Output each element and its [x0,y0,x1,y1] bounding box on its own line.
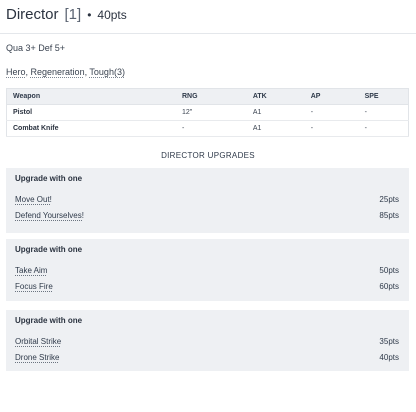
rule-hero[interactable]: Hero [6,67,26,77]
weapon-range: 12" [176,105,247,121]
upgrade-option-label[interactable]: Drone Strike [15,352,60,362]
rule-tough[interactable]: Tough(3) [89,67,125,77]
weapon-name: Pistol [7,105,177,121]
separator-dot: • [87,8,92,22]
unit-header [6,6,127,23]
special-rules [6,67,125,77]
upgrade-option-focus-fire[interactable] [15,280,399,292]
upgrade-option-cost: 85pts [379,210,399,220]
upgrade-group [6,310,409,371]
upgrade-option-cost: 25pts [379,194,399,204]
weapons-header-row [7,89,409,105]
upgrade-option-label[interactable]: Orbital Strike [15,336,62,346]
upgrade-option-move-out[interactable] [15,193,399,205]
upgrade-option-cost: 60pts [379,281,399,291]
upgrade-group-title: Upgrade with one [15,316,83,325]
upgrade-option-label[interactable]: Focus Fire [15,281,53,291]
weapon-ap: - [305,105,359,121]
upgrade-option-label[interactable]: Move Out! [15,194,52,204]
col-weapon: Weapon [7,89,177,105]
table-row [7,105,409,121]
upgrade-group [6,239,409,301]
upgrade-option-cost: 50pts [379,265,399,275]
weapon-attacks: A1 [247,121,305,137]
col-ap: AP [305,89,359,105]
upgrade-option-label[interactable]: Defend Yourselves! [15,210,84,220]
unit-points: 40pts [97,8,127,22]
weapon-special: - [359,121,409,137]
upgrade-option-take-aim[interactable] [15,264,399,276]
col-spe: SPE [359,89,409,105]
col-rng: RNG [176,89,247,105]
upgrades-heading: DIRECTOR UPGRADES [161,151,255,160]
upgrade-option-cost: 35pts [379,336,399,346]
weapon-ap: - [305,121,359,137]
unit-quality-defense: Qua 3+ Def 5+ [6,43,66,53]
rule-separator: , [84,67,90,77]
rule-separator: , [25,67,31,77]
upgrade-option-cost: 40pts [379,352,399,362]
weapons-table [6,88,409,137]
upgrade-group [6,168,409,233]
weapon-range: - [176,121,247,137]
table-row [7,121,409,137]
unit-name: Director [6,6,59,23]
header-divider [0,33,416,34]
rule-regeneration[interactable]: Regeneration [30,67,85,77]
unit-count: [1] [64,6,82,23]
col-atk: ATK [247,89,305,105]
upgrade-group-title: Upgrade with one [15,174,83,183]
upgrade-option-defend-yourselves[interactable] [15,209,399,221]
upgrade-option-label[interactable]: Take Aim [15,265,48,275]
weapon-name: Combat Knife [7,121,177,137]
upgrade-option-orbital-strike[interactable] [15,335,399,347]
weapon-attacks: A1 [247,105,305,121]
weapon-special: - [359,105,409,121]
upgrade-group-title: Upgrade with one [15,245,83,254]
upgrade-option-drone-strike[interactable] [15,351,399,363]
